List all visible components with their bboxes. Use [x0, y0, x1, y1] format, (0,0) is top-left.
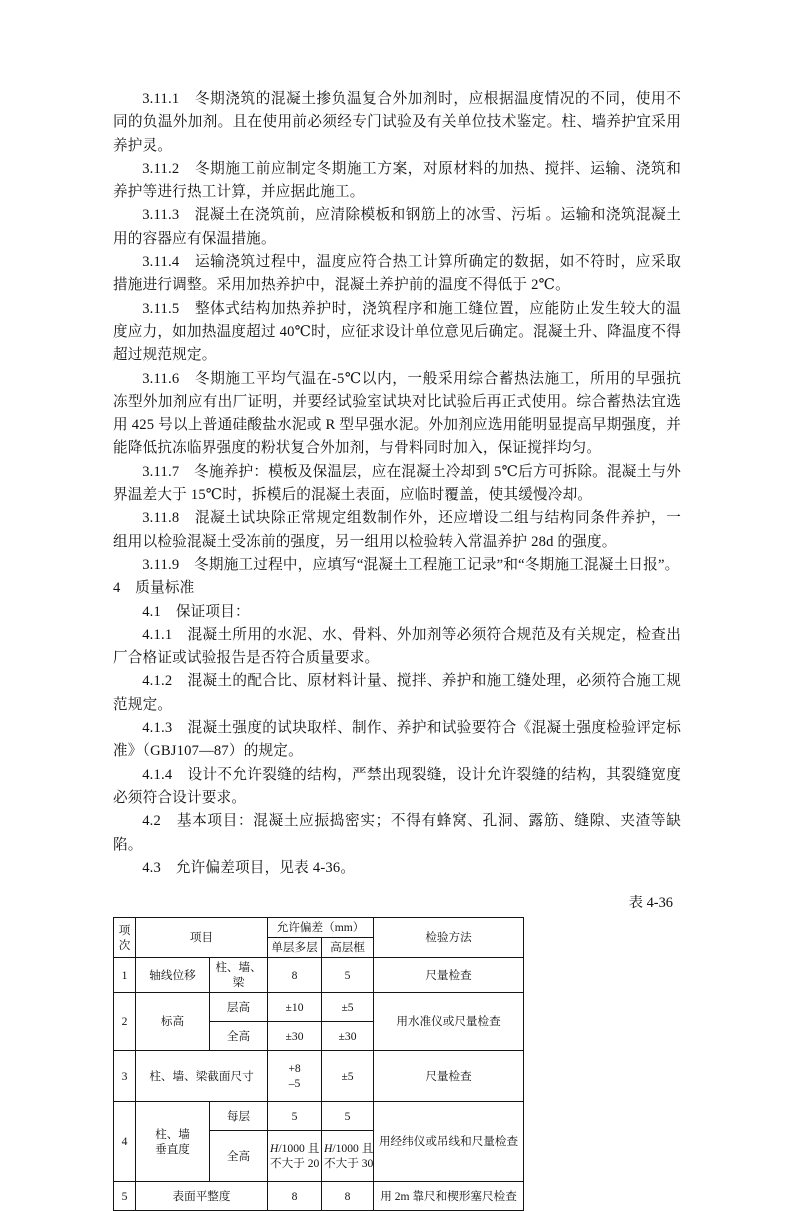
row1-item2: 柱、墙、梁: [210, 958, 268, 993]
row2-item1: 标高: [136, 993, 210, 1051]
row1-method: 尺量检查: [374, 958, 524, 993]
table-caption: 表 4-36: [628, 895, 673, 912]
paragraph-4-3: 4.3 允许偏差项目，见表 4-36。: [142, 859, 356, 876]
row3-dev1: [268, 1051, 322, 1102]
row5-no: 5: [114, 1182, 136, 1211]
paragraph-4-1-4: 4.1.4 设计不允许裂缝的结构，严禁出现裂缝，设计允许裂缝的结构，其裂缝宽度必须符合设计要求。: [113, 766, 681, 806]
row2-sub1-item2: 层高: [210, 993, 268, 1022]
section-heading-4: 4 质量标准: [113, 580, 195, 597]
paragraph-3-11-4: 3.11.4 运输浇筑过程中，温度应符合热工计算所确定的数据，如不符时，应采取措施进行调整。采用加热养护中，混凝土养护前的温度不得低于 2℃。: [113, 254, 681, 294]
row3-method: 尺量检查: [374, 1051, 524, 1102]
row4-sub2-item2: 全高: [210, 1131, 268, 1182]
table-row: [114, 1182, 524, 1211]
row4-no: 4: [114, 1102, 136, 1182]
row1-dev1: 8: [268, 958, 322, 993]
header-deviation-group: 允许偏差（mm）: [268, 918, 374, 938]
row3-dev1-line1: +8: [288, 1062, 301, 1076]
row4-sub2-dev1-line1: H/1000 且: [270, 1142, 320, 1156]
row2-method: 用水准仪或尺量检查: [374, 993, 524, 1051]
header-deviation-highrise: 高层框: [322, 938, 374, 958]
paragraph-3-11-3: 3.11.3 混凝土在浇筑前，应清除模板和钢筋上的冰雪、污垢 。运输和浇筑混凝土用的容器应有保温措施。: [113, 207, 681, 247]
allowable-deviation-table: [113, 917, 524, 1211]
paragraph-3-11-6: 3.11.6 冬期施工平均气温在-5℃以内，一般采用综合蓄热法施工，所用的早强抗冻型外加剂应有出厂证明，并要经试验室试块对比试验后再正式使用。综合蓄热法宜选用 425 号以上普通硅酸盐水泥或 R 型早强水泥。外加剂应选用能明显提高早期强度，并能降低抗冻临界强度的粉状复合外加剂，与骨料同时加入，保证搅拌均匀。: [113, 370, 681, 457]
row3-no: 3: [114, 1051, 136, 1102]
header-deviation-single-multi: 单层多层: [268, 938, 322, 958]
row3-dev1-line2: –5: [288, 1077, 301, 1091]
paragraph-3-11-1: 3.11.1 冬期浇筑的混凝土掺负温复合外加剂时，应根据温度情况的不同，使用不同的负温外加剂。且在使用前必须经专门试验及有关单位技术鉴定。柱、墙养护宜采用养护灵。: [113, 91, 681, 154]
row4-method: 用经纬仪或吊线和尺量检查: [374, 1102, 524, 1182]
table-row: [114, 958, 524, 993]
row3-item: 柱、墙、梁截面尺寸: [136, 1051, 268, 1102]
row2-sub1-dev2: ±5: [322, 993, 374, 1022]
table-row: [114, 993, 524, 1022]
row5-item: 表面平整度: [136, 1182, 268, 1211]
header-index: [114, 918, 136, 958]
row4-sub1-dev2: 5: [322, 1102, 374, 1131]
paragraph-4-1-3: 4.1.3 混凝土强度的试块取样、制作、养护和试验要符合《混凝土强度检验评定标准》（GBJ107—87）的规定。: [113, 720, 681, 760]
row4-item1-line2: 垂直度: [155, 1142, 190, 1156]
row5-dev2: 8: [322, 1182, 374, 1211]
row4-item1: [136, 1102, 210, 1182]
row2-sub2-item2: 全高: [210, 1022, 268, 1051]
paragraph-4-1-2: 4.1.2 混凝土的配合比、原材料计量、搅拌、养护和施工缝处理，必须符合施工规范规定。: [113, 673, 681, 713]
paragraph-3-11-2: 3.11.2 冬期施工前应制定冬期施工方案，对原材料的加热、搅拌、运输、浇筑和养护等进行热工计算，并应据此施工。: [113, 160, 681, 201]
row1-no: 1: [114, 958, 136, 993]
row1-item1: 轴线位移: [136, 958, 210, 993]
row4-sub2-dev2: [322, 1131, 374, 1182]
row3-dev2: ±5: [322, 1051, 374, 1102]
paragraph-4-2: 4.2 基本项目：混凝土应振捣密实；不得有蜂窝、孔洞、露筋、缝隙、夹渣等缺陷。: [113, 813, 681, 853]
row4-sub2-dev2-line2: 不大于 30: [324, 1157, 374, 1171]
row4-sub2-dev1: [268, 1131, 322, 1182]
header-index-line1: 项: [118, 923, 131, 937]
row2-sub1-dev1: ±10: [268, 993, 322, 1022]
paragraph-4-1: 4.1 保证项目：: [142, 603, 250, 620]
header-method: 检验方法: [374, 918, 524, 958]
row4-sub2-dev1-line2: 不大于 20: [270, 1157, 320, 1171]
row2-no: 2: [114, 993, 136, 1051]
paragraph-3-11-8: 3.11.8 混凝土试块除正常规定组数制作外，还应增设二组与结构同条件养护，一组用以检验混凝土受冻前的强度，另一组用以检验转入常温养护 28d 的强度。: [113, 510, 681, 550]
row5-dev1: 8: [268, 1182, 322, 1211]
table-header-row-1: [114, 918, 524, 938]
row1-dev2: 5: [322, 958, 374, 993]
row4-sub1-item2: 每层: [210, 1102, 268, 1131]
document-body: [113, 88, 681, 1211]
row4-sub1-dev1: 5: [268, 1102, 322, 1131]
row4-item1-line1: 柱、墙: [155, 1127, 190, 1141]
paragraph-4-1-1: 4.1.1 混凝土所用的水泥、水、骨料、外加剂等必须符合规范及有关规定，检查出厂合格证或试验报告是否符合质量要求。: [113, 626, 681, 667]
row2-sub2-dev1: ±30: [268, 1022, 322, 1051]
table-row: [114, 1102, 524, 1131]
row4-sub2-dev2-line1: H/1000 且: [324, 1142, 374, 1156]
paragraph-3-11-5: 3.11.5 整体式结构加热养护时，浇筑程序和施工缝位置，应能防止发生较大的温度应力，如加热温度超过 40℃时，应征求设计单位意见后确定。混凝土升、降温度不得超过规范规定。: [113, 300, 681, 364]
paragraph-3-11-9: 3.11.9 冬期施工过程中，应填写“混凝土工程施工记录”和“冬期施工混凝土日报”。: [142, 556, 680, 573]
table-row: [114, 1051, 524, 1102]
allowable-deviation-table-wrapper: [113, 917, 523, 1211]
paragraph-3-11-7: 3.11.7 冬施养护：模板及保温层，应在混凝土冷却到 5℃后方可拆除。混凝土与外界温差大于 15℃时，拆模后的混凝土表面，应临时覆盖，使其缓慢冷却。: [113, 463, 681, 504]
header-item: 项目: [136, 918, 268, 958]
row5-method: 用 2m 靠尺和楔形塞尺检查: [374, 1182, 524, 1211]
header-index-line2: 次: [118, 938, 131, 952]
row2-sub2-dev2: ±30: [322, 1022, 374, 1051]
